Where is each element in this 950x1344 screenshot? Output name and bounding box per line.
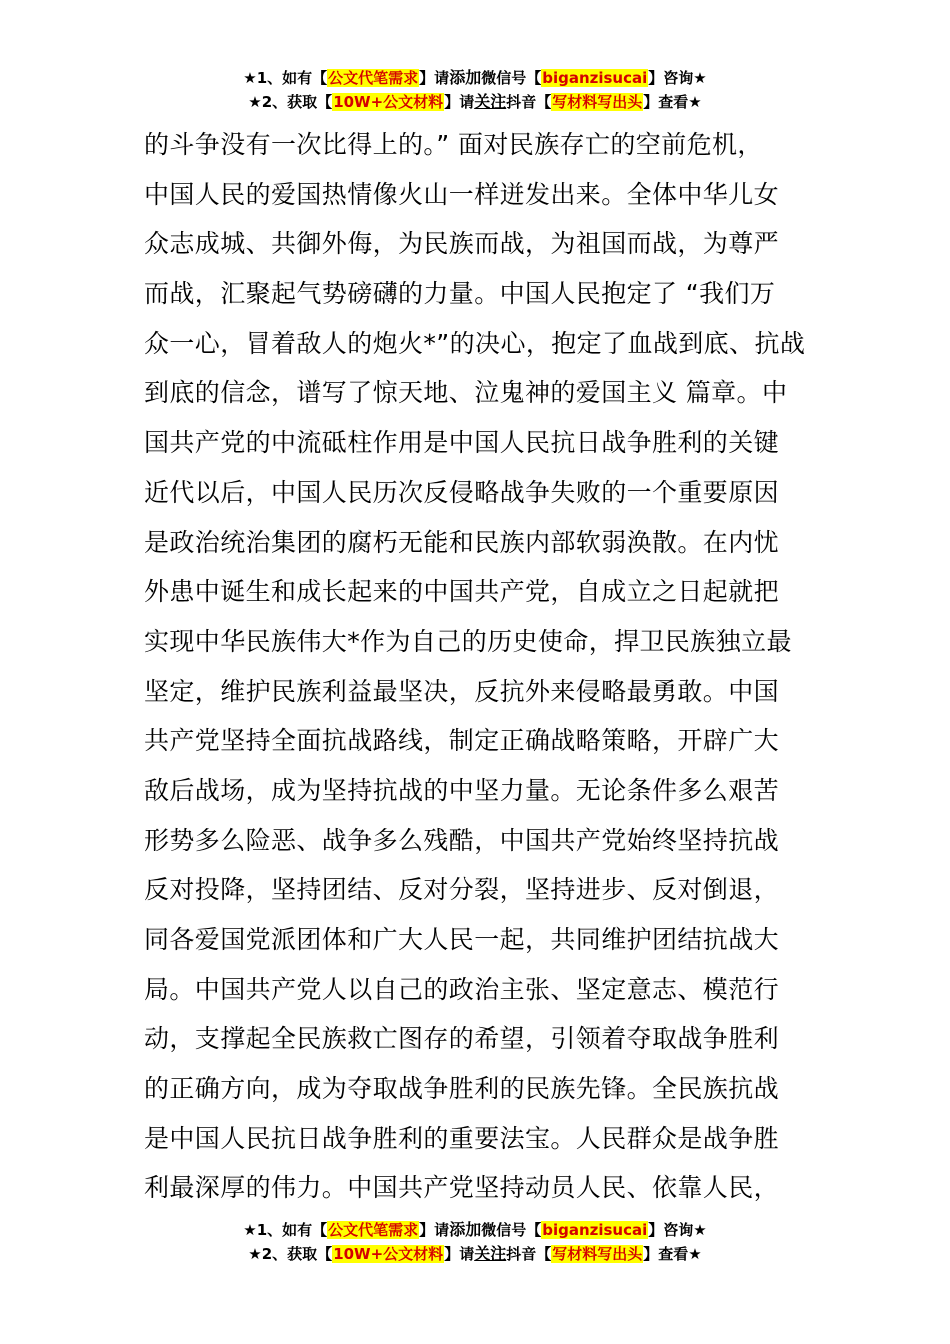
body-line: 国共产党的中流砥柱作用是中国人民抗日战争胜利的关键 bbox=[144, 428, 780, 458]
highlight-materials: 10W+公文材料 bbox=[333, 93, 444, 111]
body-line: 而战，汇聚起气势磅礴的力量。中国人民抱定了 “我们万 bbox=[144, 279, 776, 309]
highlight-wechat-id: biganzisucai bbox=[542, 69, 648, 87]
body-line: 反对投降，坚持团结、反对分裂，坚持进步、反对倒退， bbox=[144, 875, 780, 905]
highlight-materials: 10W+公文材料 bbox=[333, 1245, 444, 1263]
banner-text: 】请 bbox=[444, 1245, 475, 1263]
body-line: 局。中国共产党人以自己的政治主张、坚定意志、模范行 bbox=[144, 974, 780, 1004]
banner-text: ★1、如有【 bbox=[243, 1221, 328, 1239]
banner-text: 】咨询★ bbox=[648, 1221, 707, 1239]
highlight-wechat-id: biganzisucai bbox=[542, 1221, 648, 1239]
banner-line-1 bbox=[0, 66, 950, 90]
banner-text: 微信号【 bbox=[481, 1221, 542, 1239]
body-line: 外患中诞生和成长起来的中国共产党，自成立之日起就把 bbox=[144, 577, 780, 607]
body-line: 是中国人民抗日战争胜利的重要法宝。人民群众是战争胜 bbox=[144, 1123, 780, 1153]
banner-text: 】请 bbox=[419, 1221, 450, 1239]
body-line: 近代以后，中国人民历次反侵略战争失败的一个重要原因 bbox=[144, 477, 780, 507]
body-line: 利最深厚的伟力。中国共产党坚持动员人民、依靠人民， bbox=[144, 1173, 780, 1203]
banner-text: 】请 bbox=[419, 69, 450, 87]
banner-emphasis: 添加 bbox=[449, 68, 482, 87]
body-line: 众一心，冒着敌人的炮火*”的决心，抱定了血战到底、抗战 bbox=[144, 328, 806, 358]
body-line: 敌后战场，成为坚持抗战的中坚力量。无论条件多么艰苦 bbox=[144, 775, 780, 805]
body-line: 坚定，维护民族利益最坚决，反抗外来侵略最勇敢。中国 bbox=[144, 676, 780, 706]
banner-text: ★2、获取【 bbox=[248, 93, 333, 111]
banner-text: 微信号【 bbox=[481, 69, 542, 87]
banner-text: 】查看★ bbox=[643, 93, 702, 111]
body-line: 的斗争没有一次比得上的。” 面对民族存亡的空前危机， bbox=[144, 130, 763, 159]
banner-text: 抖音【 bbox=[506, 93, 552, 111]
body-line: 是政治统治集团的腐朽无能和民族内部软弱涣散。在内忧 bbox=[144, 527, 780, 557]
banner-emphasis: 添加 bbox=[449, 1220, 482, 1239]
body-line: 众志成城、共御外侮，为民族而战，为祖国而战，为尊严 bbox=[144, 229, 780, 259]
highlight-service: 公文代笔需求 bbox=[328, 1221, 419, 1239]
body-line: 到底的信念，谱写了惊天地、泣鬼神的爱国主义 篇章。中 bbox=[144, 378, 788, 408]
body-line: 实现中华民族伟大*作为自己的历史使命，捍卫民族独立最 bbox=[144, 626, 792, 656]
highlight-douyin-id: 写材料写出头 bbox=[552, 93, 643, 111]
banner-emphasis: 关注 bbox=[474, 1244, 507, 1263]
body-line: 动，支撑起全民族救亡图存的希望，引领着夺取战争胜利 bbox=[144, 1024, 780, 1054]
banner-text: 抖音【 bbox=[506, 1245, 552, 1263]
body-line: 共产党坚持全面抗战路线，制定正确战略策略，开辟广大 bbox=[144, 726, 780, 756]
header-banner bbox=[0, 66, 950, 114]
body-line: 形势多么险恶、战争多么残酷，中国共产党始终坚持抗战 bbox=[144, 825, 780, 855]
banner-text: 】请 bbox=[444, 93, 475, 111]
body-line: 同各爱国党派团体和广大人民一起，共同维护团结抗战大 bbox=[144, 925, 780, 954]
footer-banner bbox=[0, 1218, 950, 1266]
banner-text: ★2、获取【 bbox=[248, 1245, 333, 1263]
highlight-douyin-id: 写材料写出头 bbox=[552, 1245, 643, 1263]
body-line: 中国人民的爱国热情像火山一样迸发出来。全体中华儿女 bbox=[144, 179, 780, 209]
banner-line-2 bbox=[0, 90, 950, 114]
banner-text: 】咨询★ bbox=[648, 69, 707, 87]
highlight-service: 公文代笔需求 bbox=[328, 69, 419, 87]
banner-line-1 bbox=[0, 1218, 950, 1242]
banner-emphasis: 关注 bbox=[474, 92, 507, 111]
banner-text: 】查看★ bbox=[643, 1245, 702, 1263]
banner-text: ★1、如有【 bbox=[243, 69, 328, 87]
body-line: 的正确方向，成为夺取战争胜利的民族先锋。全民族抗战 bbox=[144, 1074, 780, 1104]
document-body bbox=[144, 120, 816, 1213]
banner-line-2 bbox=[0, 1242, 950, 1266]
